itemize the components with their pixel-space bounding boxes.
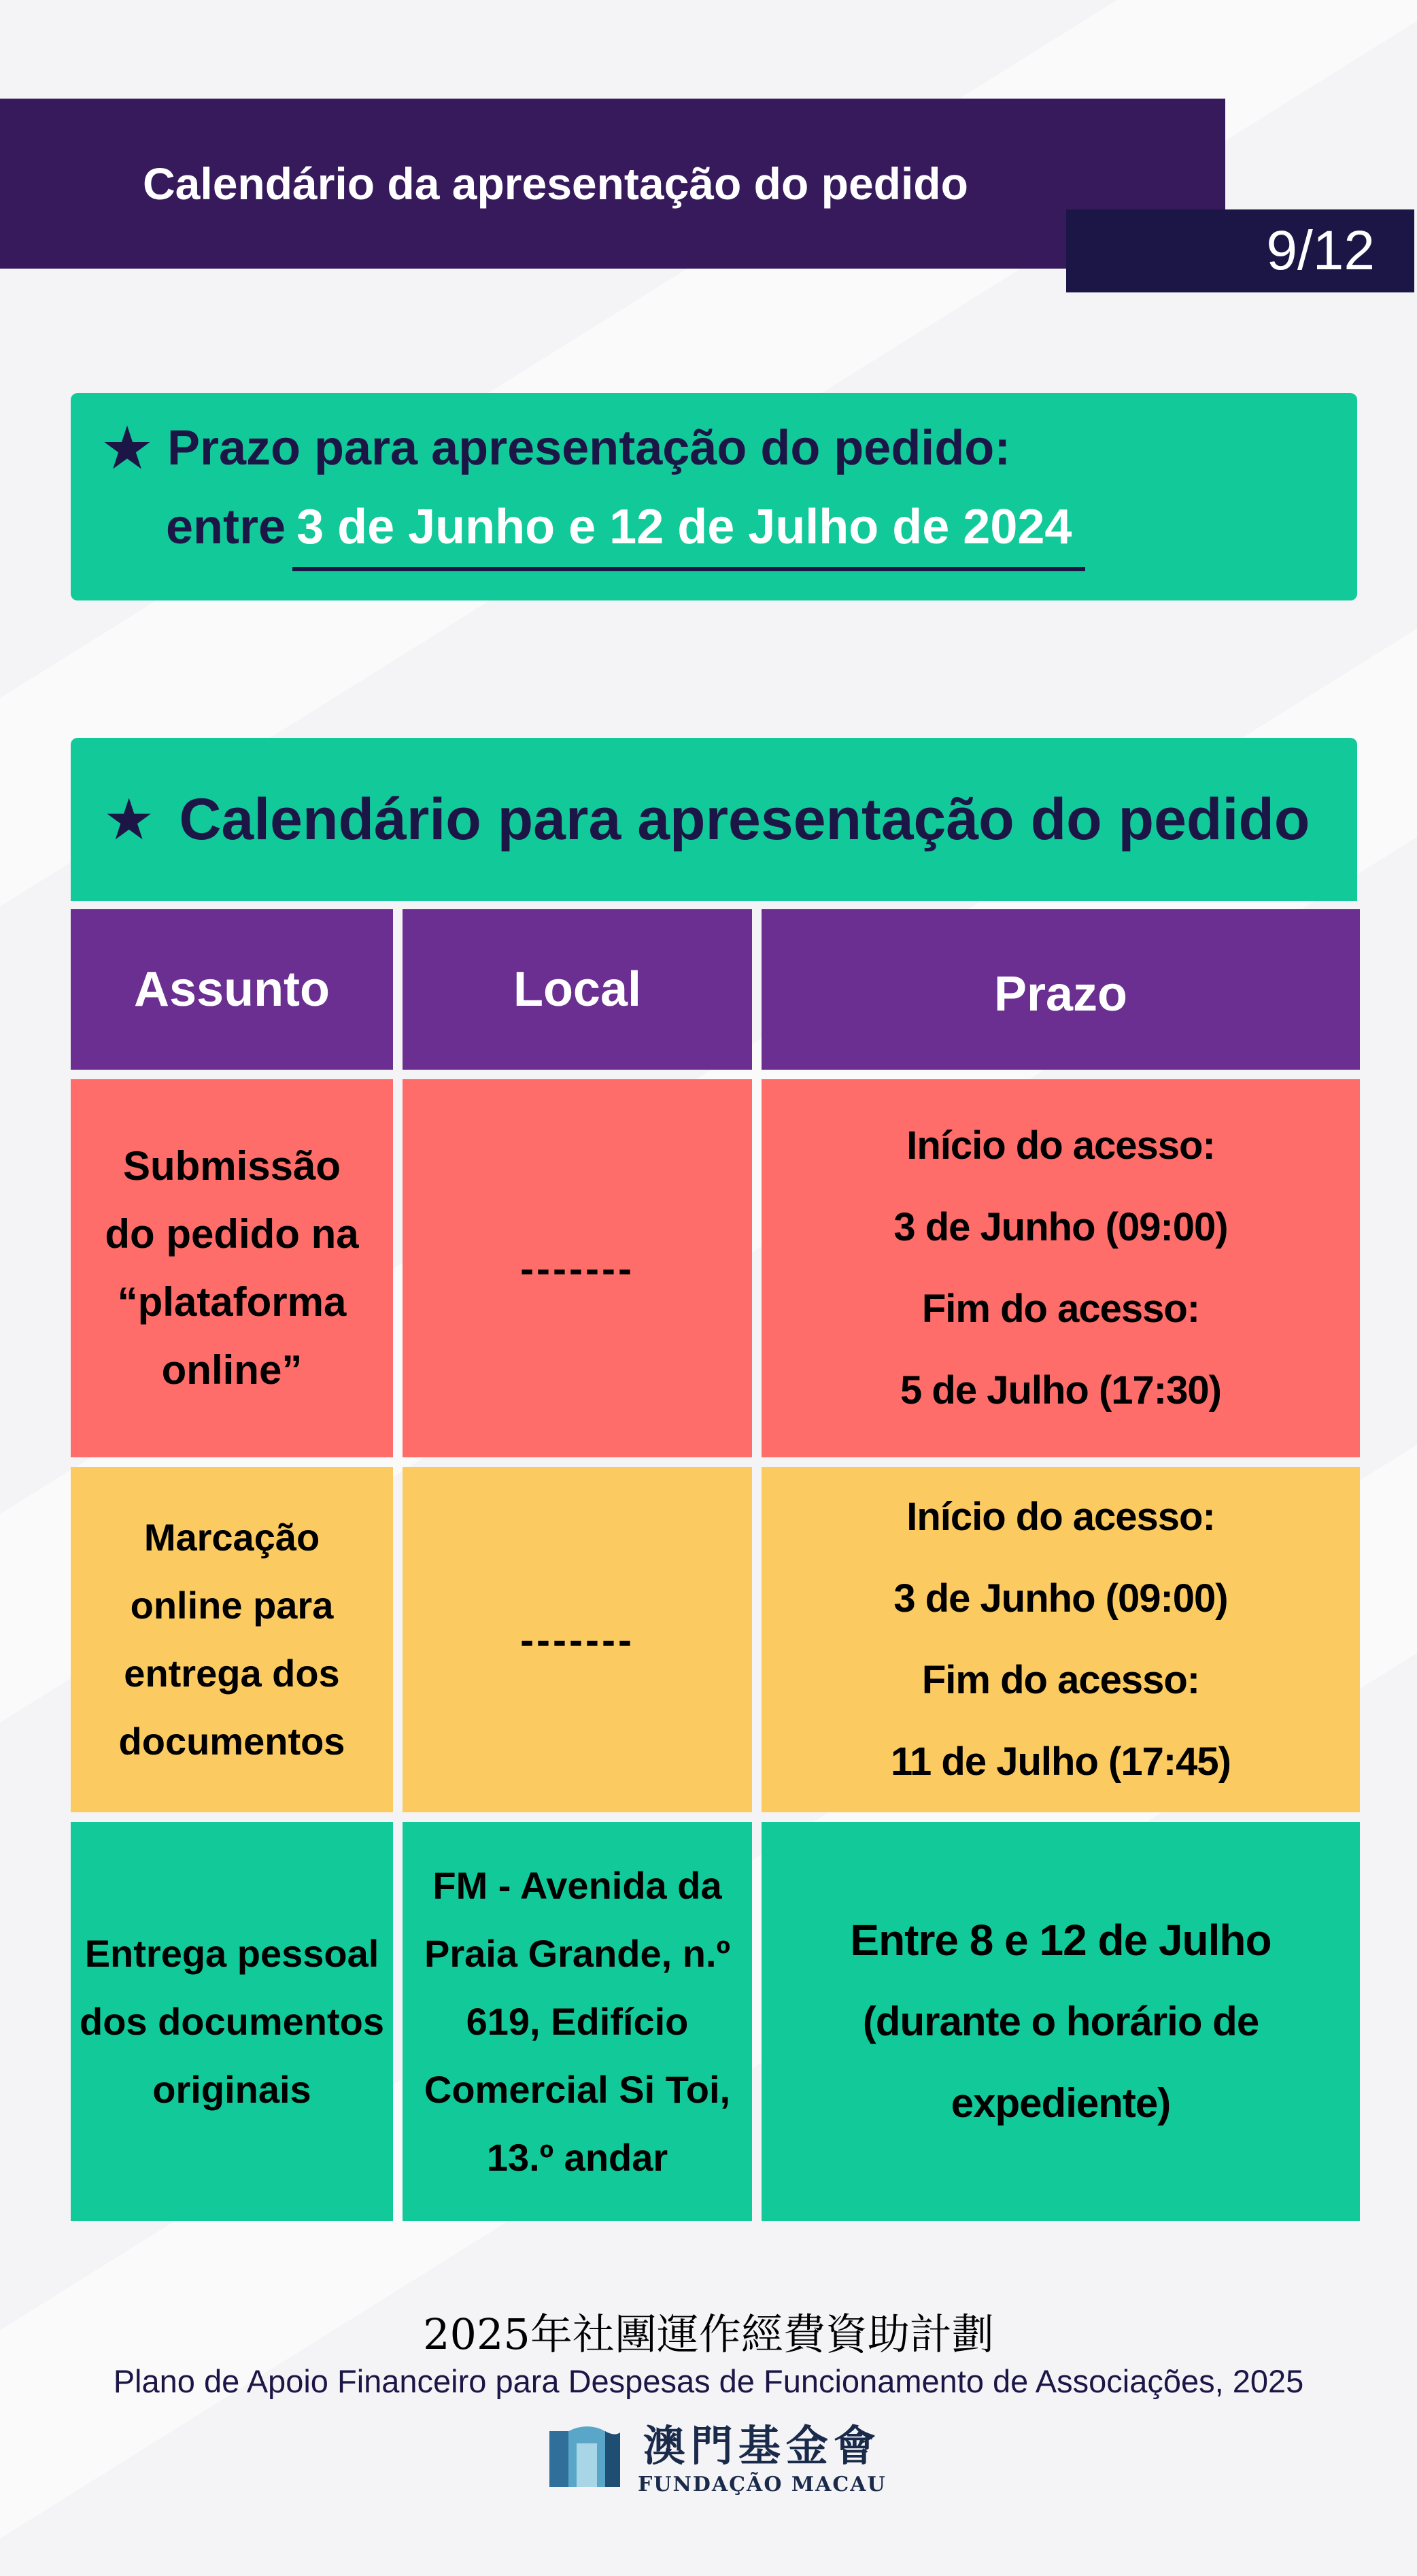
column-header-subject: Assunto: [71, 909, 393, 1070]
header-bar: [0, 99, 1225, 269]
table-row-3-location: FM - Avenida da Praia Grande, n.º 619, Edifício Comercial Si Toi, 13.º andar: [403, 1822, 752, 2221]
fundacao-macau-logo: [547, 2411, 900, 2498]
table-row-3-subject: Entrega pessoal dos documentos originais: [71, 1822, 393, 2221]
star-icon: ★: [103, 418, 151, 478]
table-row-2-location: -------: [403, 1467, 752, 1812]
deadline-box: [71, 393, 1357, 600]
footer-title-chinese: 2025年社團運作經費資助計劃: [423, 2309, 994, 2359]
column-header-location: Local: [403, 909, 752, 1070]
deadline-dates: 3 de Junho e 12 de Julho de 2024: [292, 499, 1085, 571]
calendar-header: [71, 738, 1357, 901]
logo-emblem-icon: [547, 2416, 623, 2492]
table-row-1-deadline: Início do acesso: 3 de Junho (09:00) Fim do acesso: 5 de Julho (17:30): [762, 1079, 1360, 1457]
star-icon: ★: [103, 787, 155, 851]
calendar-title: Calendário para apresentação do pedido: [179, 786, 1310, 852]
table-row-2-deadline: Início do acesso: 3 de Junho (09:00) Fim do acesso: 11 de Julho (17:45): [762, 1467, 1360, 1812]
deadline-heading: [103, 420, 1010, 476]
deadline-label: Prazo para apresentação do pedido:: [167, 421, 1011, 475]
table-row-3-deadline: Entre 8 e 12 de Julho (durante o horário de expediente): [762, 1822, 1360, 2221]
column-header-deadline: Prazo: [762, 909, 1360, 1070]
table-row-1-subject: Submissão do pedido na “plataforma online”: [71, 1079, 393, 1457]
logo-text-chinese: 澳門基金會: [643, 2421, 881, 2471]
table-row-1-location: -------: [403, 1079, 752, 1457]
logo-text-portuguese: FUNDAÇÃO MACAU: [638, 2473, 887, 2496]
page-indicator: 9/12: [1066, 209, 1414, 292]
deadline-period: [166, 499, 1085, 571]
page-title: Calendário da apresentação do pedido: [143, 158, 968, 209]
schedule-table: [71, 909, 1360, 2221]
table-row-2-subject: Marcação online para entrega dos documentos: [71, 1467, 393, 1812]
footer-title-portuguese: Plano de Apoio Financeiro para Despesas de Funcionamento de Associações, 2025: [113, 2363, 1304, 2399]
deadline-prefix: entre: [166, 500, 286, 554]
